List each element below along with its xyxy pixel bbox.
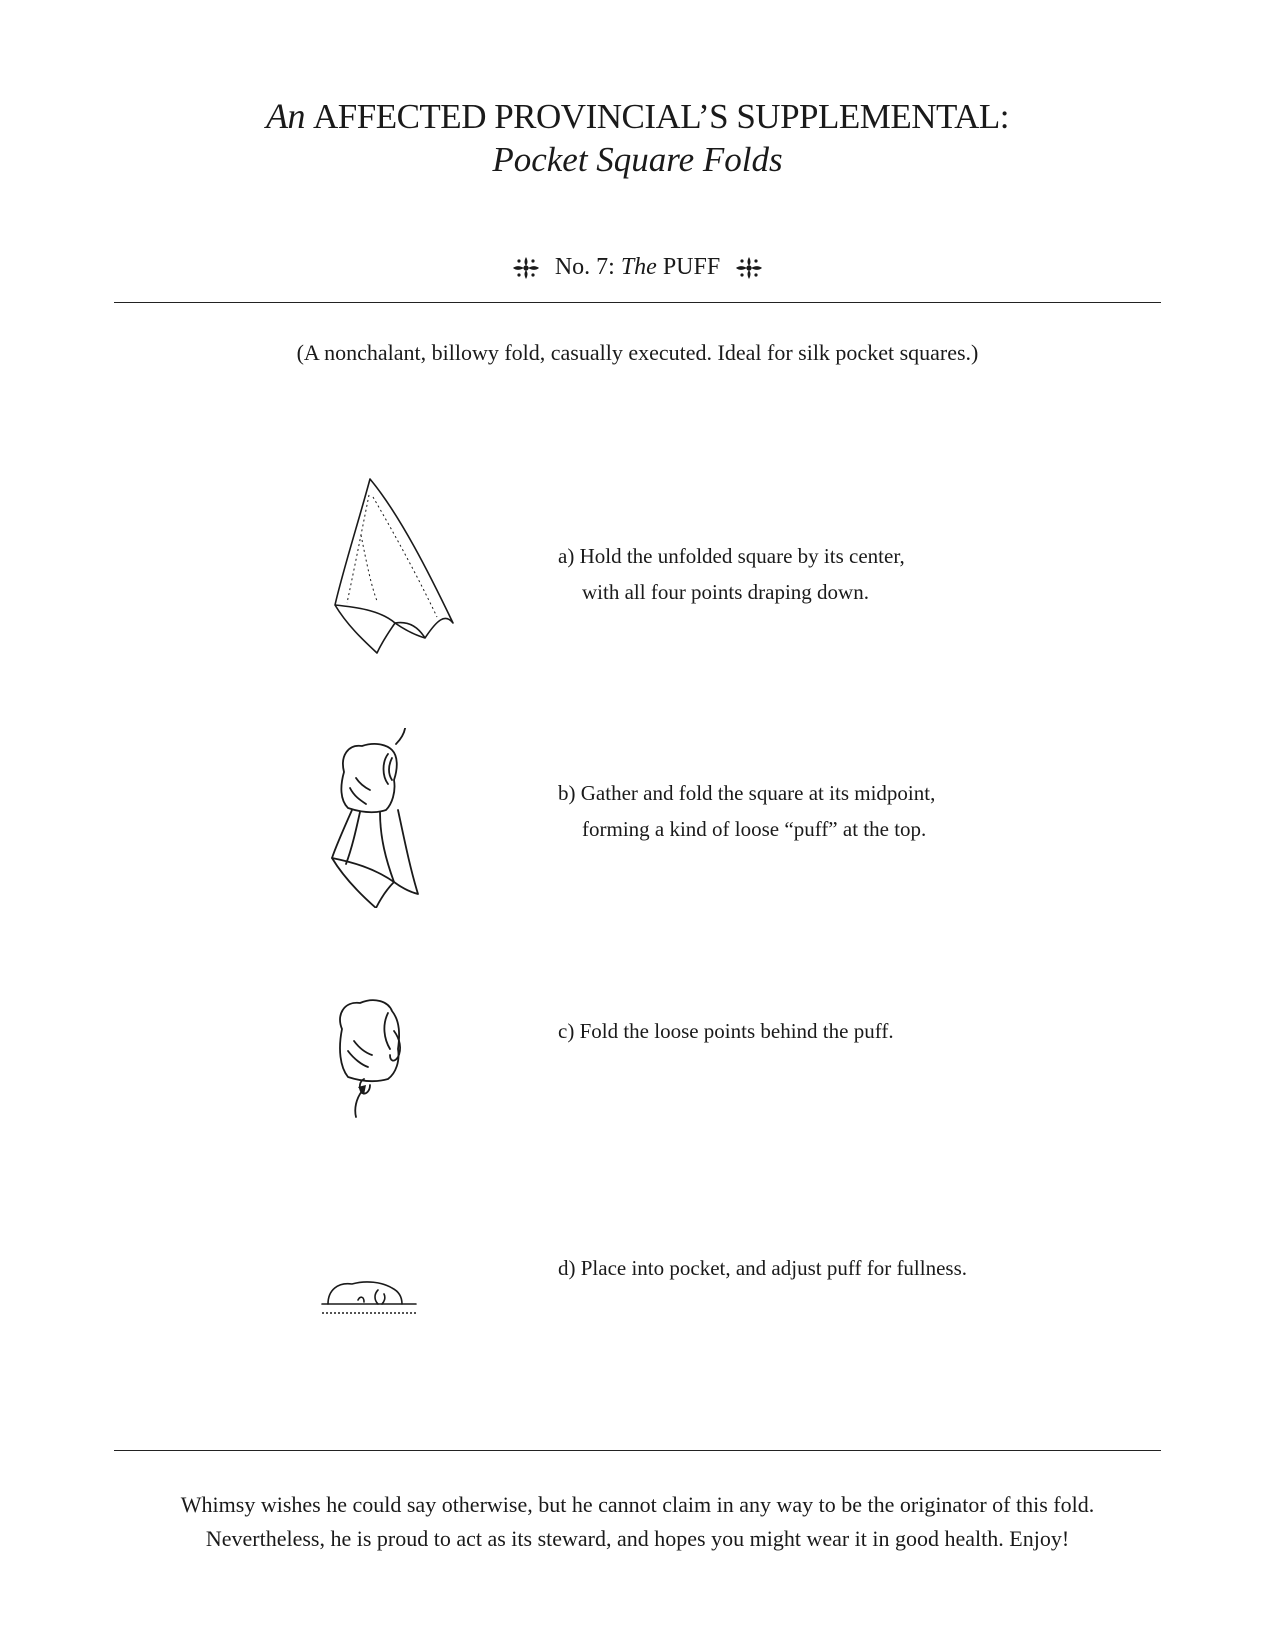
step-b-line2: forming a kind of loose “puff” at the top.	[582, 817, 927, 841]
step-b	[558, 775, 935, 847]
pocket-puff-illustration	[320, 1272, 420, 1322]
footer-note	[0, 1488, 1275, 1556]
draping-square-illustration	[325, 475, 460, 655]
gathered-puff-illustration	[330, 728, 440, 908]
document-title	[0, 96, 1275, 137]
document-subtitle: Pocket Square Folds	[492, 140, 783, 179]
step-a	[558, 538, 905, 610]
footer-divider	[114, 1450, 1161, 1451]
step-d-line1: d) Place into pocket, and adjust puff for fullness.	[558, 1256, 968, 1280]
fleuron-left-icon	[511, 255, 541, 281]
step-b-line1: b) Gather and fold the square at its midpoint,	[558, 781, 936, 805]
step-a-line2: with all four points draping down.	[582, 580, 869, 604]
fleuron-right-icon	[734, 255, 764, 281]
fold-article: The	[620, 254, 657, 280]
step-c	[558, 1013, 894, 1049]
fold-name: PUFF	[662, 254, 721, 280]
fold-heading	[0, 252, 1275, 282]
step-a-line1: a) Hold the unfolded square by its center,	[558, 544, 905, 568]
fold-number: No. 7:	[554, 254, 615, 280]
title-main: AFFECTED PROVINCIAL’S SUPPLEMENTAL:	[313, 97, 1009, 136]
header-divider	[114, 302, 1161, 303]
footer-line1: Whimsy wishes he could say otherwise, but he cannot claim in any way to be the originator of this fold.	[180, 1492, 1095, 1517]
footer-line2: Nevertheless, he is proud to act as its steward, and hopes you might wear it in good health. Enjoy!	[205, 1526, 1070, 1551]
fold-description: (A nonchalant, billowy fold, casually executed. Ideal for silk pocket squares.)	[296, 340, 979, 365]
title-lead: An	[266, 96, 305, 136]
folded-points-illustration	[330, 995, 420, 1120]
step-d	[558, 1250, 967, 1286]
step-c-line1: c) Fold the loose points behind the puff.	[558, 1019, 894, 1043]
